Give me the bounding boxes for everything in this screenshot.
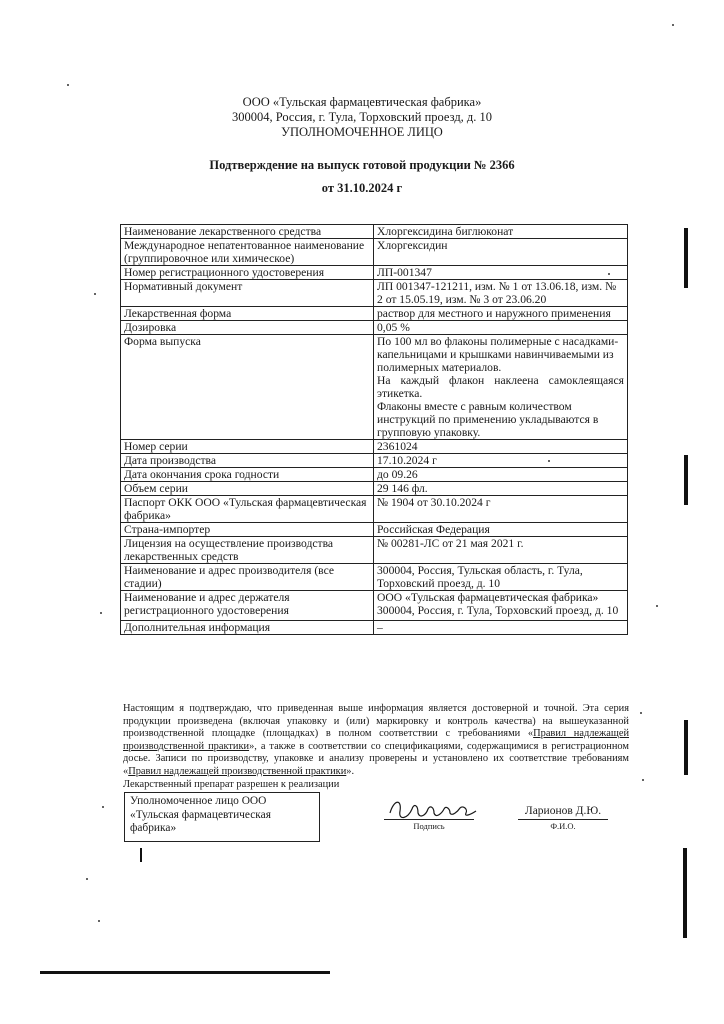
- table-row: [121, 537, 628, 564]
- scan-edge-mark: [684, 455, 688, 505]
- name-line: [518, 819, 608, 820]
- document-date: от 31.10.2024 г: [321, 181, 403, 195]
- row-value: № 1904 от 30.10.2024 г: [374, 496, 628, 523]
- product-info-table: [120, 224, 628, 635]
- row-label: Страна-импортер: [121, 523, 374, 537]
- row-value: –: [374, 621, 628, 635]
- confirmation-statement: [123, 703, 629, 779]
- scan-dot: [640, 712, 642, 714]
- name-caption: Ф.И.О.: [550, 821, 576, 831]
- statement-text-1: Настоящим я подтверждаю, что приведенная выше информация является достоверной и точной. Эта серия продукции произведена (включая упаковку и (или) маркировку и контроль качества) на вышеуказанной производственной площадке (площадках) в полном соответствии с требованиями «: [123, 703, 629, 740]
- table-row: [121, 440, 628, 454]
- row-value: Хлоргексидин: [374, 239, 628, 266]
- signatory-name: Ларионов Д.Ю.: [524, 805, 602, 817]
- row-label: Объем серии: [121, 482, 374, 496]
- scan-edge-mark: [684, 228, 688, 288]
- row-value: ЛП 001347-121211, изм. № 1 от 13.06.18, изм. № 2 от 15.05.19, изм. № 3 от 23.06.20: [374, 280, 628, 307]
- table-row: [121, 468, 628, 482]
- scan-dot: [656, 605, 658, 607]
- table-row: [121, 280, 628, 307]
- table-row: [121, 454, 628, 468]
- document-title: Подтверждение на выпуск готовой продукции № 2366: [209, 158, 515, 172]
- signature-line: [384, 819, 474, 820]
- release-form-label-note: На каждый флакон наклеена самоклеящаяся этикетка.: [377, 374, 624, 400]
- table-row: [121, 621, 628, 635]
- row-label: Дозировка: [121, 321, 374, 335]
- row-value: 2361024: [374, 440, 628, 454]
- row-value: ЛП-001347: [374, 266, 628, 280]
- header-company: ООО «Тульская фармацевтическая фабрика»: [242, 95, 482, 109]
- row-label: Дата производства: [121, 454, 374, 468]
- row-label: Наименование и адрес производителя (все стадии): [121, 564, 374, 591]
- row-value: до 09.26: [374, 468, 628, 482]
- row-label: Номер серии: [121, 440, 374, 454]
- row-value: раствор для местного и наружного применения: [374, 307, 628, 321]
- statement-text-2: », а также в соответствии со спецификациями, содержащимися в регистрационном досье. Записи по производству, упаковке и анализу проверены и установлено их соответствие требованиям «: [123, 740, 629, 777]
- scan-dot: [102, 806, 104, 808]
- row-label: Форма выпуска: [121, 335, 374, 440]
- row-label: Лицензия на осуществление производства лекарственных средств: [121, 537, 374, 564]
- table-row: [121, 591, 628, 621]
- row-label: Дополнительная информация: [121, 621, 374, 635]
- table-row: [121, 335, 628, 440]
- table-row: [121, 482, 628, 496]
- scan-dot: [608, 273, 610, 275]
- row-value: ООО «Тульская фармацевтическая фабрика» 300004, Россия, г. Тула, Торховский проезд, д. 10: [374, 591, 628, 621]
- scan-mark: [140, 848, 142, 862]
- row-label: Дата окончания срока годности: [121, 468, 374, 482]
- table-row: [121, 307, 628, 321]
- row-label: Паспорт ОКК ООО «Тульская фармацевтическая фабрика»: [121, 496, 374, 523]
- row-value: 0,05 %: [374, 321, 628, 335]
- scan-dot: [642, 779, 644, 781]
- table-row: [121, 496, 628, 523]
- header-address: 300004, Россия, г. Тула, Торховский проезд, д. 10: [231, 110, 493, 124]
- scan-dot: [100, 612, 102, 614]
- row-label: Лекарственная форма: [121, 307, 374, 321]
- scan-dot: [98, 920, 100, 922]
- scan-dot: [94, 293, 96, 295]
- signature-caption: Подпись: [413, 821, 445, 831]
- row-label: Номер регистрационного удостоверения: [121, 266, 374, 280]
- release-form-text: По 100 мл во флаконы полимерные с насадками-капельницами и крышками навинчиваемыми из полимерных материалов.: [377, 335, 619, 374]
- row-value: 29 146 фл.: [374, 482, 628, 496]
- scan-edge-mark: [683, 848, 687, 938]
- row-value: 300004, Россия, Тульская область, г. Тула, Торховский проезд, д. 10: [374, 564, 628, 591]
- row-label: Международное непатентованное наименование (группировочное или химическое): [121, 239, 374, 266]
- statement-text-3: ».: [346, 765, 355, 777]
- release-form-packaging-note: Флаконы вместе с равным количеством инструкций по применению укладываются в групповую упаковку.: [377, 400, 599, 439]
- row-value: [374, 335, 628, 440]
- table-row: [121, 523, 628, 537]
- scan-dot: [86, 878, 88, 880]
- table-row: [121, 266, 628, 280]
- row-label: Наименование лекарственного средства: [121, 225, 374, 239]
- row-value: Хлоргексидина биглюконат: [374, 225, 628, 239]
- authorized-person-box: Уполномоченное лицо ООО «Тульская фармацевтическая фабрика»: [124, 792, 320, 842]
- gmp-rules-reference-2: Правил надлежащей производственной практики: [128, 765, 347, 777]
- gmp-rules-reference-1: Правил надлежащей производственной практики: [123, 728, 630, 752]
- scan-dot: [672, 24, 674, 26]
- scan-edge-mark: [684, 720, 688, 775]
- release-approved-note: Лекарственный препарат разрешен к реализации: [123, 779, 340, 790]
- header-role: УПОЛНОМОЧЕННОЕ ЛИЦО: [281, 125, 443, 139]
- table-row: [121, 564, 628, 591]
- scan-dot: [67, 84, 69, 86]
- table-row: [121, 321, 628, 335]
- row-value: Российская Федерация: [374, 523, 628, 537]
- scan-dot: [548, 460, 550, 462]
- row-value: № 00281-ЛС от 21 мая 2021 г.: [374, 537, 628, 564]
- row-label: Нормативный документ: [121, 280, 374, 307]
- table-row: [121, 239, 628, 266]
- table-row: [121, 225, 628, 239]
- row-value: 17.10.2024 г: [374, 454, 628, 468]
- scan-bottom-line: [40, 971, 330, 974]
- row-label: Наименование и адрес держателя регистрационного удостоверения: [121, 591, 374, 621]
